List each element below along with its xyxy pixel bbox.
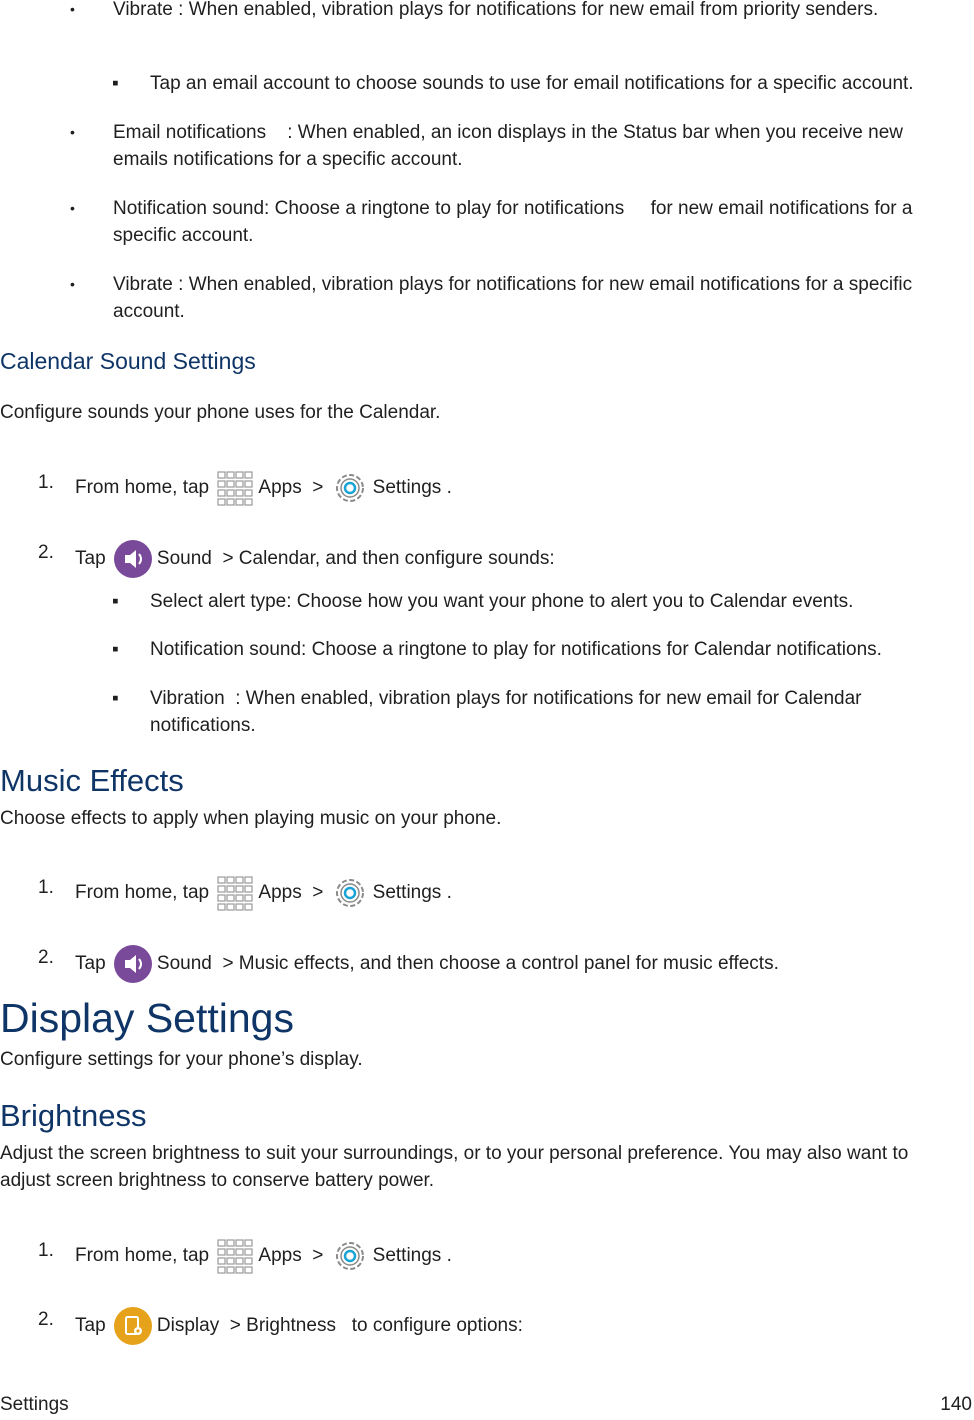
apps-grid-icon — [216, 874, 254, 912]
section-heading: Brightness — [0, 1098, 147, 1133]
list-item: ▪ Tap an email account to choose sounds to use for email notifications for a specific account. — [112, 73, 914, 94]
bullet-item: • Notification sound: Choose a ringtone to play for notifications for new email notifications for a specific account. — [70, 198, 918, 246]
section-heading: Calendar Sound Settings — [0, 348, 256, 374]
footer-section: Settings — [0, 1394, 69, 1415]
list-item: ▪ Vibration : When enabled, vibration plays for notifications for new email for Calendar notifications. — [112, 688, 867, 736]
apps-grid-icon — [216, 469, 254, 507]
display-icon — [113, 1306, 153, 1346]
chapter-heading: Display Settings — [0, 995, 294, 1041]
paragraph: Configure sounds your phone uses for the Calendar. — [0, 402, 441, 423]
sound-speaker-icon — [113, 944, 153, 984]
paragraph: Choose effects to apply when playing music on your phone. — [0, 808, 502, 829]
settings-gear-icon — [331, 874, 369, 912]
bullet-item: • Vibrate : When enabled, vibration plays for notifications for new email from priority senders. — [70, 0, 879, 20]
section-heading: Music Effects — [0, 763, 184, 798]
apps-grid-icon — [216, 1237, 254, 1275]
paragraph: Adjust the screen brightness to suit your surroundings, or to your personal preference. You may also want to adjust screen brightness to conserve battery power. — [0, 1143, 909, 1191]
page-number: 140 — [940, 1394, 972, 1415]
sound-speaker-icon — [113, 539, 153, 579]
bullet-item: • Vibrate : When enabled, vibration plays for notifications for new email notifications for a specific account. — [70, 274, 913, 322]
settings-gear-icon — [331, 1237, 369, 1275]
list-item: ▪ Notification sound: Choose a ringtone to play for notifications for Calendar notifications. — [112, 639, 882, 660]
paragraph: Configure settings for your phone’s display. — [0, 1049, 363, 1070]
bullet-item: • Email notifications : When enabled, an icon displays in the Status bar when you receive new emails notifications for a specific account. — [70, 122, 909, 170]
list-item: ▪ Select alert type: Choose how you want your phone to alert you to Calendar events. — [112, 591, 854, 612]
settings-gear-icon — [331, 469, 369, 507]
